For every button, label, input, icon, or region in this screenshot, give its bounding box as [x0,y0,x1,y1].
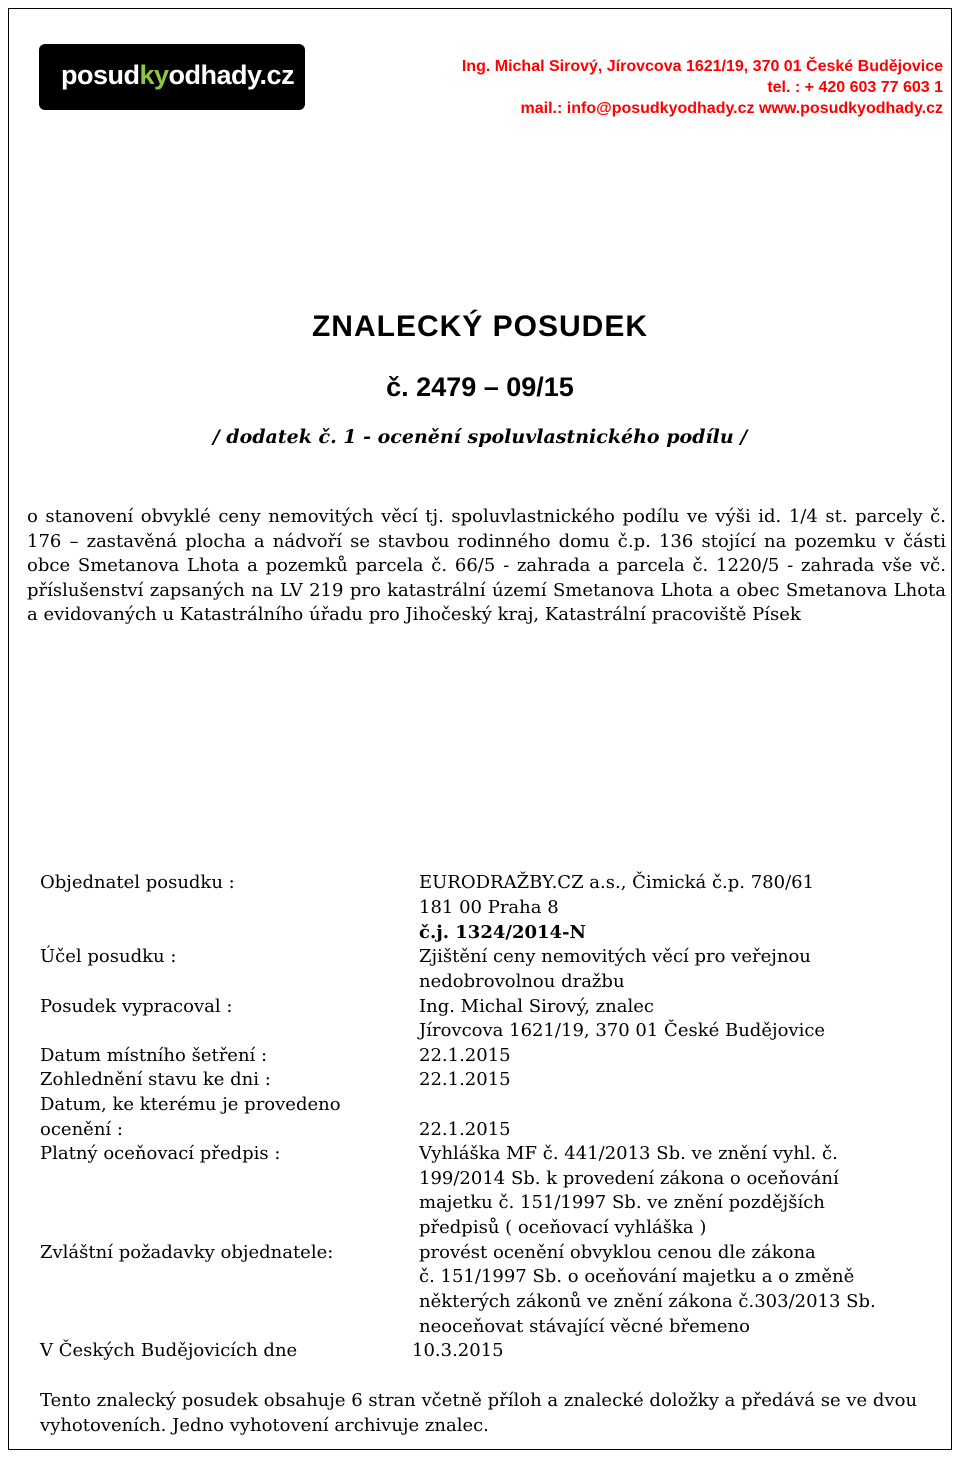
valuation-date-label-line-1: Datum, ke kterému je provedeno [40,1094,341,1115]
requirements-label: Zvláštní požadavky objednatele: [40,1242,334,1263]
place-label: V Českých Budějovicích dne [40,1340,298,1361]
state-date-value: 22.1.2015 [419,1069,511,1090]
document-intro: o stanovení obvyklé ceny nemovitých věcí tj. spoluvlastnického podílu ve výši id. 1/4 st. parcely č. 176 – zastavěná plocha a nádvoří se stavbou rodinného domu č.p. 136 stojící na pozemku v části obce Smetanova Lhota a pozemků parcela č. 66/5 - zahrada a parcela č. 1220/5 - zahrada vše vč. příslušenství zapsaných na LV 219 pro katastrální území Smetanova Lhota a obec Smetanova Lhota a evidovaných u Katastrálního úřadu pro Jihočeský kraj, Katastrální pracoviště Písek [27,506,946,625]
valuation-date-value: 22.1.2015 [419,1119,511,1140]
client-line-2: 181 00 Praha 8 [419,897,559,918]
survey-date-label: Datum místního šetření : [40,1045,268,1066]
regulation-line-4: předpisů ( oceňovací vyhláška ) [419,1217,707,1238]
client-label: Objednatel posudku : [40,872,235,893]
purpose-label: Účel posudku : [40,946,177,967]
document-number: č. 2479 – 09/15 [386,372,574,402]
document-subtitle: / dodatek č. 1 - ocenění spoluvlastnického podílu / [212,426,748,448]
author-label: Posudek vypracoval : [40,996,233,1017]
requirements-line-3: některých zákonů ve znění zákona č.303/2013 Sb. [419,1291,876,1312]
contact-address: Ing. Michal Sirový, Jírovcova 1621/19, 370 01 České Budějovice [461,58,943,75]
logo-text-part-2: ky [139,60,169,90]
author-line-2: Jírovcova 1621/19, 370 01 České Budějovice [419,1020,826,1041]
requirements-line-2: č. 151/1997 Sb. o oceňování majetku a o změně [419,1266,855,1287]
logo-text-part-1: posud [61,60,140,90]
purpose-line-1: Zjištění ceny nemovitých věcí pro veřejnou [419,946,811,967]
requirements-line-4: neoceňovat stávající věcné břemeno [419,1316,750,1337]
regulation-label: Platný oceňovací předpis : [40,1143,281,1164]
document-title: ZNALECKÝ POSUDEK [311,310,649,343]
place-date: 10.3.2015 [412,1340,504,1361]
purpose-line-2: nedobrovolnou dražbu [419,971,625,992]
client-reference: č.j. 1324/2014-N [419,922,586,943]
logo-text-part-3: odhady.cz [168,60,295,90]
regulation-line-1: Vyhláška MF č. 441/2013 Sb. ve znění vyhl. č. [419,1143,838,1164]
logo-text [61,60,294,91]
survey-date-value: 22.1.2015 [419,1045,511,1066]
state-date-label: Zohlednění stavu ke dni : [40,1069,271,1090]
client-line-1: EURODRAŽBY.CZ a.s., Čimická č.p. 780/61 [419,872,815,893]
footer-note: Tento znalecký posudek obsahuje 6 stran včetně příloh a znalecké doložky a předává se ve dvou vyhotoveních. Jedno vyhotovení archivuje znalec. [40,1390,918,1436]
contact-phone: tel. : + 420 603 77 603 1 [767,79,943,96]
regulation-line-3: majetku č. 151/1997 Sb. ve znění pozdějších [419,1192,825,1213]
requirements-line-1: provést ocenění obvyklou cenou dle zákona [419,1242,816,1263]
valuation-date-label-line-2: ocenění : [40,1119,123,1140]
regulation-line-2: 199/2014 Sb. k provedení zákona o oceňování [419,1168,839,1189]
company-logo [39,44,305,110]
contact-block [462,56,943,119]
contact-mail-web: mail.: info@posudkyodhady.cz www.posudkyodhady.cz [520,100,943,117]
author-line-1: Ing. Michal Sirový, znalec [419,996,654,1017]
